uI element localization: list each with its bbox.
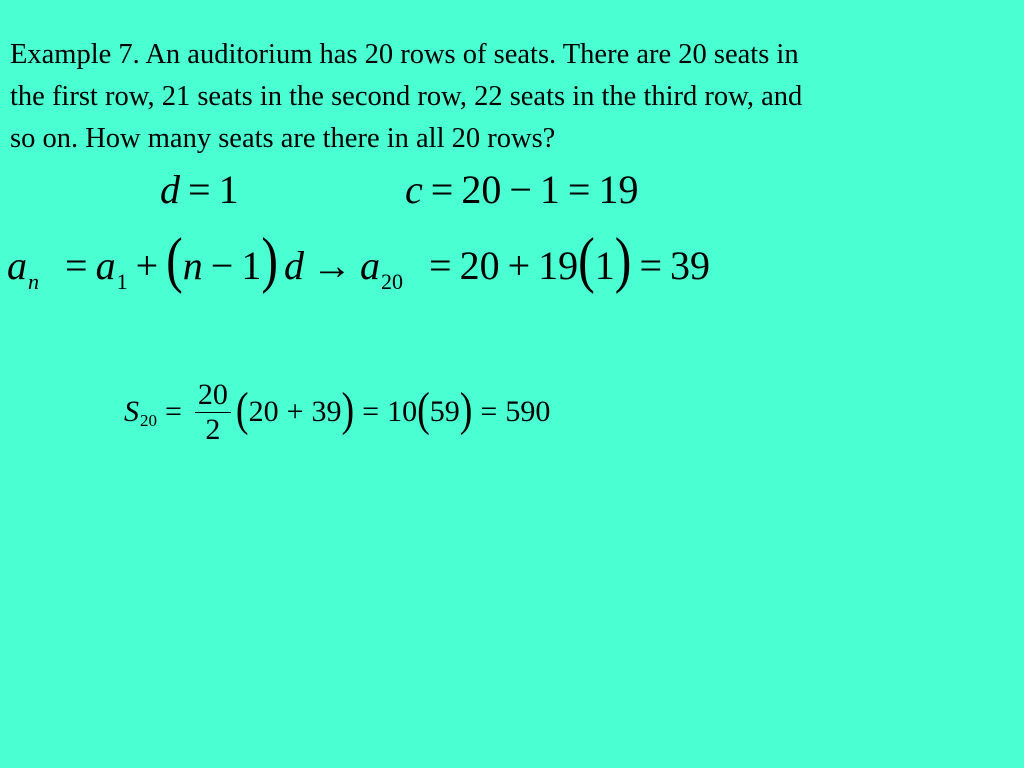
a20-variable: a [360, 243, 380, 288]
problem-line-2: the first row, 21 seats in the second row, 22 seats in the third row, and [10, 81, 803, 112]
fraction-denominator: 2 [205, 412, 221, 446]
c-term-b: 1 [539, 167, 560, 212]
plus-sign: + [507, 243, 531, 288]
s-variable: S [124, 395, 139, 428]
nineteen-value: 19 [538, 243, 579, 288]
equals-sign: = [165, 395, 182, 428]
fraction-numerator: 20 [197, 377, 228, 411]
plus-sign: + [286, 395, 304, 428]
c-equation [405, 167, 639, 212]
d-variable: d [160, 167, 180, 212]
fraction [194, 378, 232, 447]
last-term: 39 [311, 395, 342, 428]
right-paren: ) [261, 224, 278, 294]
c-term-a: 20 [461, 167, 502, 212]
left-paren: ( [417, 383, 430, 437]
common-difference-equation [160, 167, 239, 212]
equals-sign: = [429, 243, 452, 288]
problem-statement [10, 34, 1010, 160]
equals-sign: = [65, 243, 88, 288]
equals-sign: = [480, 395, 498, 428]
one-subscript: 1 [116, 269, 128, 294]
n-variable: n [182, 243, 203, 288]
plus-sign: + [135, 243, 159, 288]
half-count: 10 [387, 395, 418, 428]
equals-sign: = [567, 167, 591, 212]
sum-result: 590 [505, 395, 551, 428]
equals-sign: = [362, 395, 380, 428]
left-paren: ( [578, 224, 595, 294]
d-value: 1 [218, 167, 239, 212]
c-result: 19 [598, 167, 639, 212]
a-variable: a [7, 243, 27, 288]
c-variable: c [405, 167, 423, 212]
n-subscript: n [28, 269, 39, 294]
arrow-icon: → [312, 243, 352, 288]
first-term-value: 20 [459, 243, 500, 288]
right-paren: ) [614, 224, 632, 294]
a1-variable: a [95, 243, 116, 288]
right-paren: ) [459, 383, 473, 437]
difference-value: 1 [594, 243, 615, 288]
nth-term-equation [7, 224, 710, 294]
one-value: 1 [241, 243, 262, 288]
equals-sign: = [639, 243, 662, 288]
equals-sign: = [430, 167, 454, 212]
problem-line-3: so on. How many seats are there in all 20 rows? [10, 123, 556, 154]
series-sum-equation [124, 370, 550, 454]
pair-sum: 59 [429, 395, 460, 428]
first-term: 20 [248, 395, 279, 428]
left-paren: ( [166, 224, 183, 294]
left-paren: ( [235, 383, 249, 437]
right-paren: ) [341, 383, 355, 437]
s-subscript: 20 [140, 411, 157, 430]
minus-sign: − [509, 167, 532, 212]
twenty-subscript: 20 [381, 269, 403, 294]
problem-line-1: Example 7. An auditorium has 20 rows of seats. There are 20 seats in [10, 39, 799, 70]
equals-sign: = [188, 167, 211, 212]
d-variable: d [284, 243, 304, 288]
a20-result: 39 [670, 243, 710, 288]
minus-sign: − [210, 243, 234, 288]
